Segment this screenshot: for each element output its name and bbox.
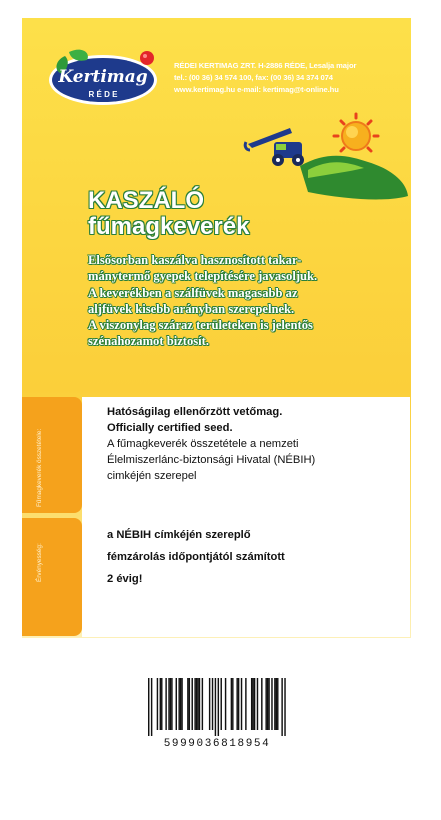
lawn-mower-icon <box>245 128 304 166</box>
barcode-bar <box>176 678 177 730</box>
product-title-line1: KASZÁLÓ <box>88 187 204 214</box>
barcode-bar <box>268 678 269 730</box>
description-line: mánytermő gyepek telepítésére javasoljuk. <box>88 269 318 284</box>
barcode-bar <box>277 678 278 730</box>
barcode-bar <box>209 678 210 730</box>
barcode-bar <box>225 678 226 730</box>
composition-text <box>107 404 315 484</box>
company-contact <box>174 60 356 96</box>
barcode-bar <box>221 678 222 730</box>
validity-tab <box>22 518 82 636</box>
description-line: szénahozamot biztosít. <box>88 334 210 349</box>
barcode-bar <box>168 678 169 730</box>
company-address: RÉDEI KERTIMAG ZRT. H-2886 RÉDE, Lesalja major <box>174 61 357 70</box>
barcode-bar <box>267 678 268 730</box>
barcode <box>138 678 296 752</box>
barcode-bar <box>194 678 195 730</box>
barcode-bar <box>171 678 172 730</box>
barcode-bar <box>281 678 282 736</box>
barcode-bar <box>254 678 255 730</box>
barcode-bar <box>257 678 258 730</box>
barcode-bar <box>261 678 262 730</box>
barcode-bar <box>251 678 252 730</box>
company-phone: tel.: (00 36) 34 574 100, fax: (00 36) 34 374 074 <box>174 73 333 82</box>
barcode-number: 5999036818954 <box>163 738 271 750</box>
barcode-bar <box>199 678 200 730</box>
barcode-bar <box>218 678 219 736</box>
barcode-bar <box>265 678 266 730</box>
barcode-bar <box>196 678 197 730</box>
barcode-bar <box>271 678 272 730</box>
composition-tab-label: Fűmagkeverék összetétele: <box>36 428 43 507</box>
barcode-bar <box>212 678 213 730</box>
mower-sun-illustration <box>238 112 416 204</box>
barcode-bar <box>232 678 233 730</box>
company-web: www.kertimag.hu e-mail: kertimag@t-online.hu <box>174 85 339 94</box>
barcode-bar <box>151 678 152 736</box>
validity-line: 2 évig! <box>107 573 143 585</box>
description-line: aljfüvek kisebb arányban szerepelnek. <box>88 301 295 316</box>
kertimag-logo <box>47 42 165 108</box>
barcode-bar <box>284 678 285 736</box>
barcode-bar <box>160 678 161 730</box>
barcode-bar <box>202 678 203 730</box>
description-line: A keverékben a szálfüvek magasabb az <box>88 285 298 300</box>
certified-seed-hu: Hatóságilag ellenőrzött vetőmag. <box>107 406 283 418</box>
barcode-bar <box>245 678 246 730</box>
barcode-bar <box>178 678 179 730</box>
product-title-line2: fűmagkeverék <box>88 213 250 240</box>
composition-note-line: Élelmiszerlánc-biztonsági Hivatal (NÉBIH) <box>107 454 316 466</box>
barcode-bar <box>231 678 232 730</box>
barcode-bar <box>187 678 188 730</box>
barcode-bar <box>161 678 162 730</box>
barcode-bar <box>274 678 275 730</box>
barcode-bar <box>236 678 237 730</box>
svg-text:Kertimag: Kertimag <box>58 67 148 87</box>
barcode-bar <box>157 678 158 730</box>
barcode-bar <box>165 678 166 730</box>
barcode-bar <box>215 678 216 736</box>
svg-text:R É D E: R É D E <box>88 90 118 99</box>
barcode-bar <box>181 678 182 730</box>
barcode-bar <box>180 678 181 730</box>
barcode-bar <box>148 678 149 736</box>
product-title <box>88 188 249 240</box>
description-line: A viszonylag száraz területeken is jelentős <box>88 318 313 333</box>
sun-icon <box>334 114 378 151</box>
composition-note-line: cimkéjén szerepel <box>107 470 197 482</box>
barcode-bar <box>189 678 190 730</box>
barcode-bars <box>138 678 296 736</box>
barcode-bar <box>252 678 253 730</box>
product-description <box>88 252 408 350</box>
validity-line: fémzárolás időpontjától számított <box>107 551 285 563</box>
barcode-bar <box>170 678 171 730</box>
barcode-bar <box>276 678 277 730</box>
barcode-bar <box>192 678 193 730</box>
validity-text <box>107 524 285 590</box>
barcode-bar <box>241 678 242 730</box>
composition-note-line: A fűmagkeverék összetétele a nemzeti <box>107 438 299 450</box>
validity-tab-label: Érvényesség: <box>36 543 43 582</box>
composition-tab <box>22 397 82 513</box>
validity-line: a NÉBIH címkéjén szereplő <box>107 529 251 541</box>
certified-seed-en: Officially certified seed. <box>107 422 233 434</box>
description-line: Elsősorban kaszálva hasznosított takar- <box>88 253 302 267</box>
barcode-bar <box>238 678 239 730</box>
barcode-bar <box>197 678 198 730</box>
